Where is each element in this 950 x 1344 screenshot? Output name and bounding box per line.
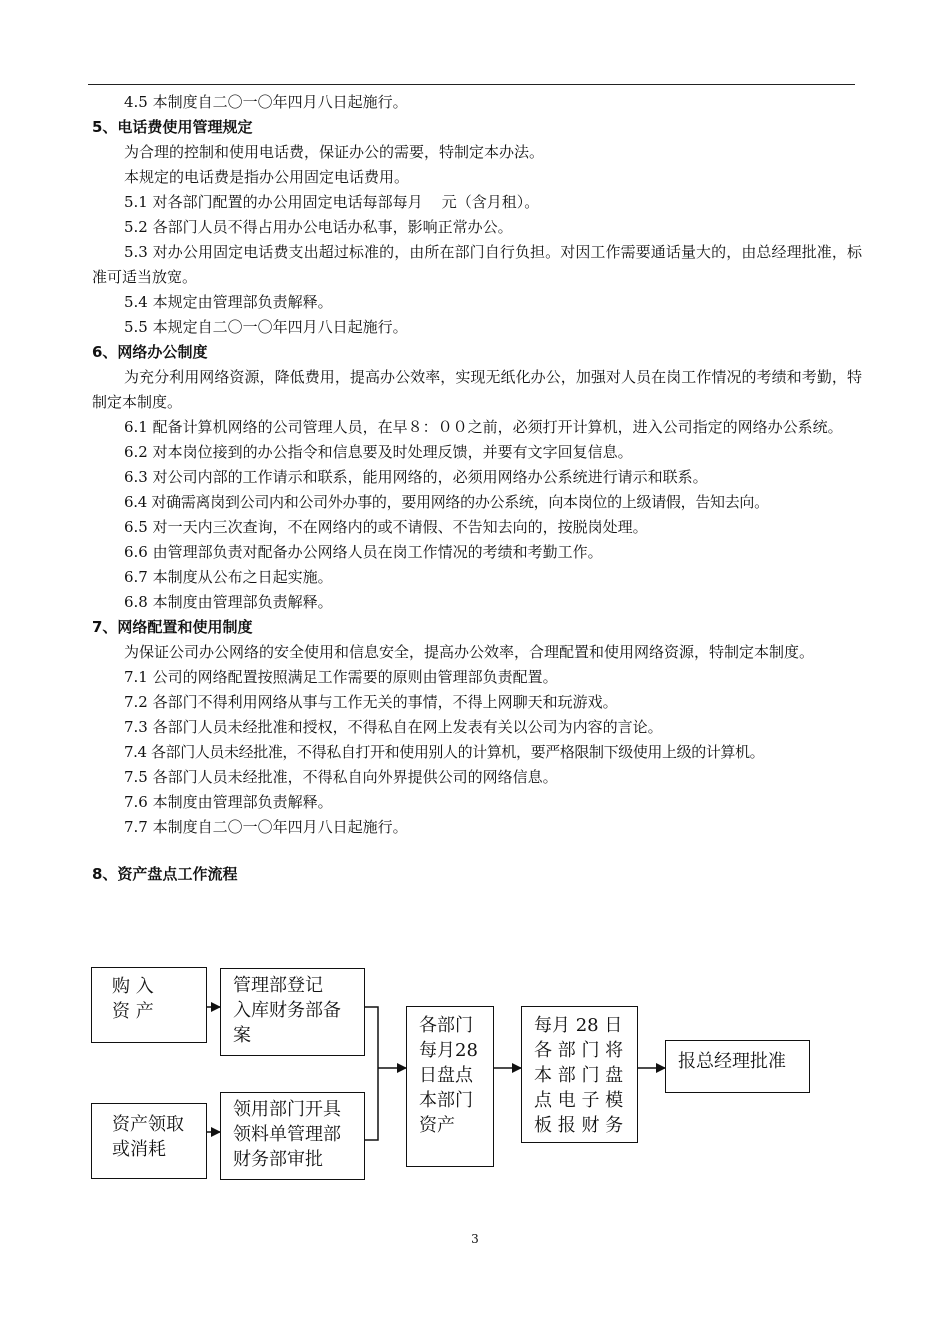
paragraph: 为保证公司办公网络的安全使用和信息安全，提高办公效率，合理配置和使用网络资源，特制定本制度。	[124, 643, 815, 661]
flow-box-report-finance	[521, 1006, 638, 1143]
flow-box-purchase-asset	[91, 967, 207, 1043]
flow-box-text: 资产	[419, 1115, 455, 1136]
flow-box-text: 每月 28 日	[534, 1015, 623, 1036]
flow-box-text: 本部门	[419, 1090, 473, 1111]
clause-7-2: 7.2 各部门不得利用网络从事与工作无关的事情，不得上网聊天和玩游戏。	[124, 693, 618, 711]
flow-box-asset-consume	[91, 1103, 207, 1179]
clause-7-4: 7.4 各部门人员未经批准，不得私自打开和使用别人的计算机，要严格限制下级使用上级的计算机。	[124, 743, 765, 761]
clause-7-1: 7.1 公司的网络配置按照满足工作需要的原则由管理部负责配置。	[124, 668, 558, 686]
paragraph: 为充分利用网络资源，降低费用，提高办公效率，实现无纸化办公，加强对人员在岗工作情况的考绩和考勤，特制定本制度。	[92, 368, 862, 411]
clause-6-1: 6.1 配备计算机网络的公司管理人员，在早８：００之前，必须打开计算机，进入公司指定的网络办公系统。	[124, 418, 843, 436]
clause-6-2: 6.2 对本岗位接到的办公指令和信息要及时处理反馈，并要有文字回复信息。	[124, 443, 633, 461]
clause-5-5: 5.5 本规定自二〇一〇年四月八日起施行。	[124, 318, 408, 336]
clause-5-1: 5.1 对各部门配置的办公用固定电话每部每月 元（含月租）。	[124, 193, 540, 211]
clause-6-6: 6.6 由管理部负责对配备办公网络人员在岗工作情况的考绩和考勤工作。	[124, 543, 603, 561]
flow-box-text: 案	[233, 1025, 251, 1046]
flow-box-text: 购 入	[112, 976, 154, 997]
clause-4-5: 4.5 本制度自二〇一〇年四月八日起施行。	[124, 93, 408, 111]
section-7-heading: 7、网络配置和使用制度	[92, 618, 253, 636]
clause-7-3: 7.3 各部门人员未经批准和授权，不得私自在网上发表有关以公司为内容的言论。	[124, 718, 663, 736]
flow-box-text: 日盘点	[419, 1065, 473, 1086]
flow-box-text: 或消耗	[112, 1139, 166, 1160]
paragraph: 本规定的电话费是指办公用固定电话费用。	[124, 168, 410, 186]
flow-box-text: 领用部门开具	[233, 1099, 341, 1120]
clause-7-6: 7.6 本制度由管理部负责解释。	[124, 793, 333, 811]
flow-box-register	[220, 968, 365, 1056]
clause-5-4: 5.4 本规定由管理部负责解释。	[124, 293, 333, 311]
flow-box-text: 管理部登记	[233, 975, 323, 996]
flow-box-text: 领料单管理部	[233, 1124, 341, 1145]
flow-box-text: 板 报 财 务	[534, 1115, 624, 1136]
connector-line	[364, 1007, 378, 1140]
flow-box-requisition	[220, 1092, 365, 1180]
clause-7-7: 7.7 本制度自二〇一〇年四月八日起施行。	[124, 818, 408, 836]
flow-box-text: 每月28	[419, 1040, 478, 1061]
flow-box-text: 各部门	[419, 1015, 473, 1036]
flow-box-text: 资产领取	[112, 1114, 184, 1135]
flow-box-text: 财务部审批	[233, 1149, 323, 1170]
clause-7-5: 7.5 各部门人员未经批准，不得私自向外界提供公司的网络信息。	[124, 768, 558, 786]
clause-6-4: 6.4 对确需离岗到公司内和公司外办事的，要用网络的办公系统，向本岗位的上级请假，告知去向。	[124, 493, 769, 511]
flow-box-text: 入库财务部备	[233, 1000, 341, 1021]
flow-box-monthly-inventory	[406, 1006, 494, 1167]
flow-box-gm-approval	[665, 1040, 810, 1093]
clause-6-7: 6.7 本制度从公布之日起实施。	[124, 568, 333, 586]
clause-6-8: 6.8 本制度由管理部负责解释。	[124, 593, 333, 611]
section-6-heading: 6、网络办公制度	[92, 343, 208, 361]
clause-5-3: 5.3 对办公用固定电话费支出超过标准的，由所在部门自行负担。对因工作需要通话量大的，由总经理批准，标准可适当放宽。	[92, 243, 862, 286]
clause-6-3: 6.3 对公司内部的工作请示和联系，能用网络的，必须用网络办公系统进行请示和联系。	[124, 468, 708, 486]
section-8-heading: 8、资产盘点工作流程	[92, 865, 238, 883]
clause-5-2: 5.2 各部门人员不得占用办公电话办私事，影响正常办公。	[124, 218, 513, 236]
flow-box-text: 报总经理批准	[678, 1051, 786, 1072]
flow-box-text: 资 产	[112, 1001, 154, 1022]
flow-box-text: 本 部 门 盘	[534, 1065, 624, 1086]
page-number: 3	[471, 1232, 479, 1246]
paragraph: 为合理的控制和使用电话费，保证办公的需要，特制定本办法。	[124, 143, 545, 161]
flow-box-text: 点 电 子 模	[534, 1090, 624, 1111]
clause-6-5: 6.5 对一天内三次查询，不在网络内的或不请假、不告知去向的，按脱岗处理。	[124, 518, 648, 536]
flow-box-text: 各 部 门 将	[534, 1040, 624, 1061]
section-5-heading: 5、电话费使用管理规定	[92, 118, 253, 136]
